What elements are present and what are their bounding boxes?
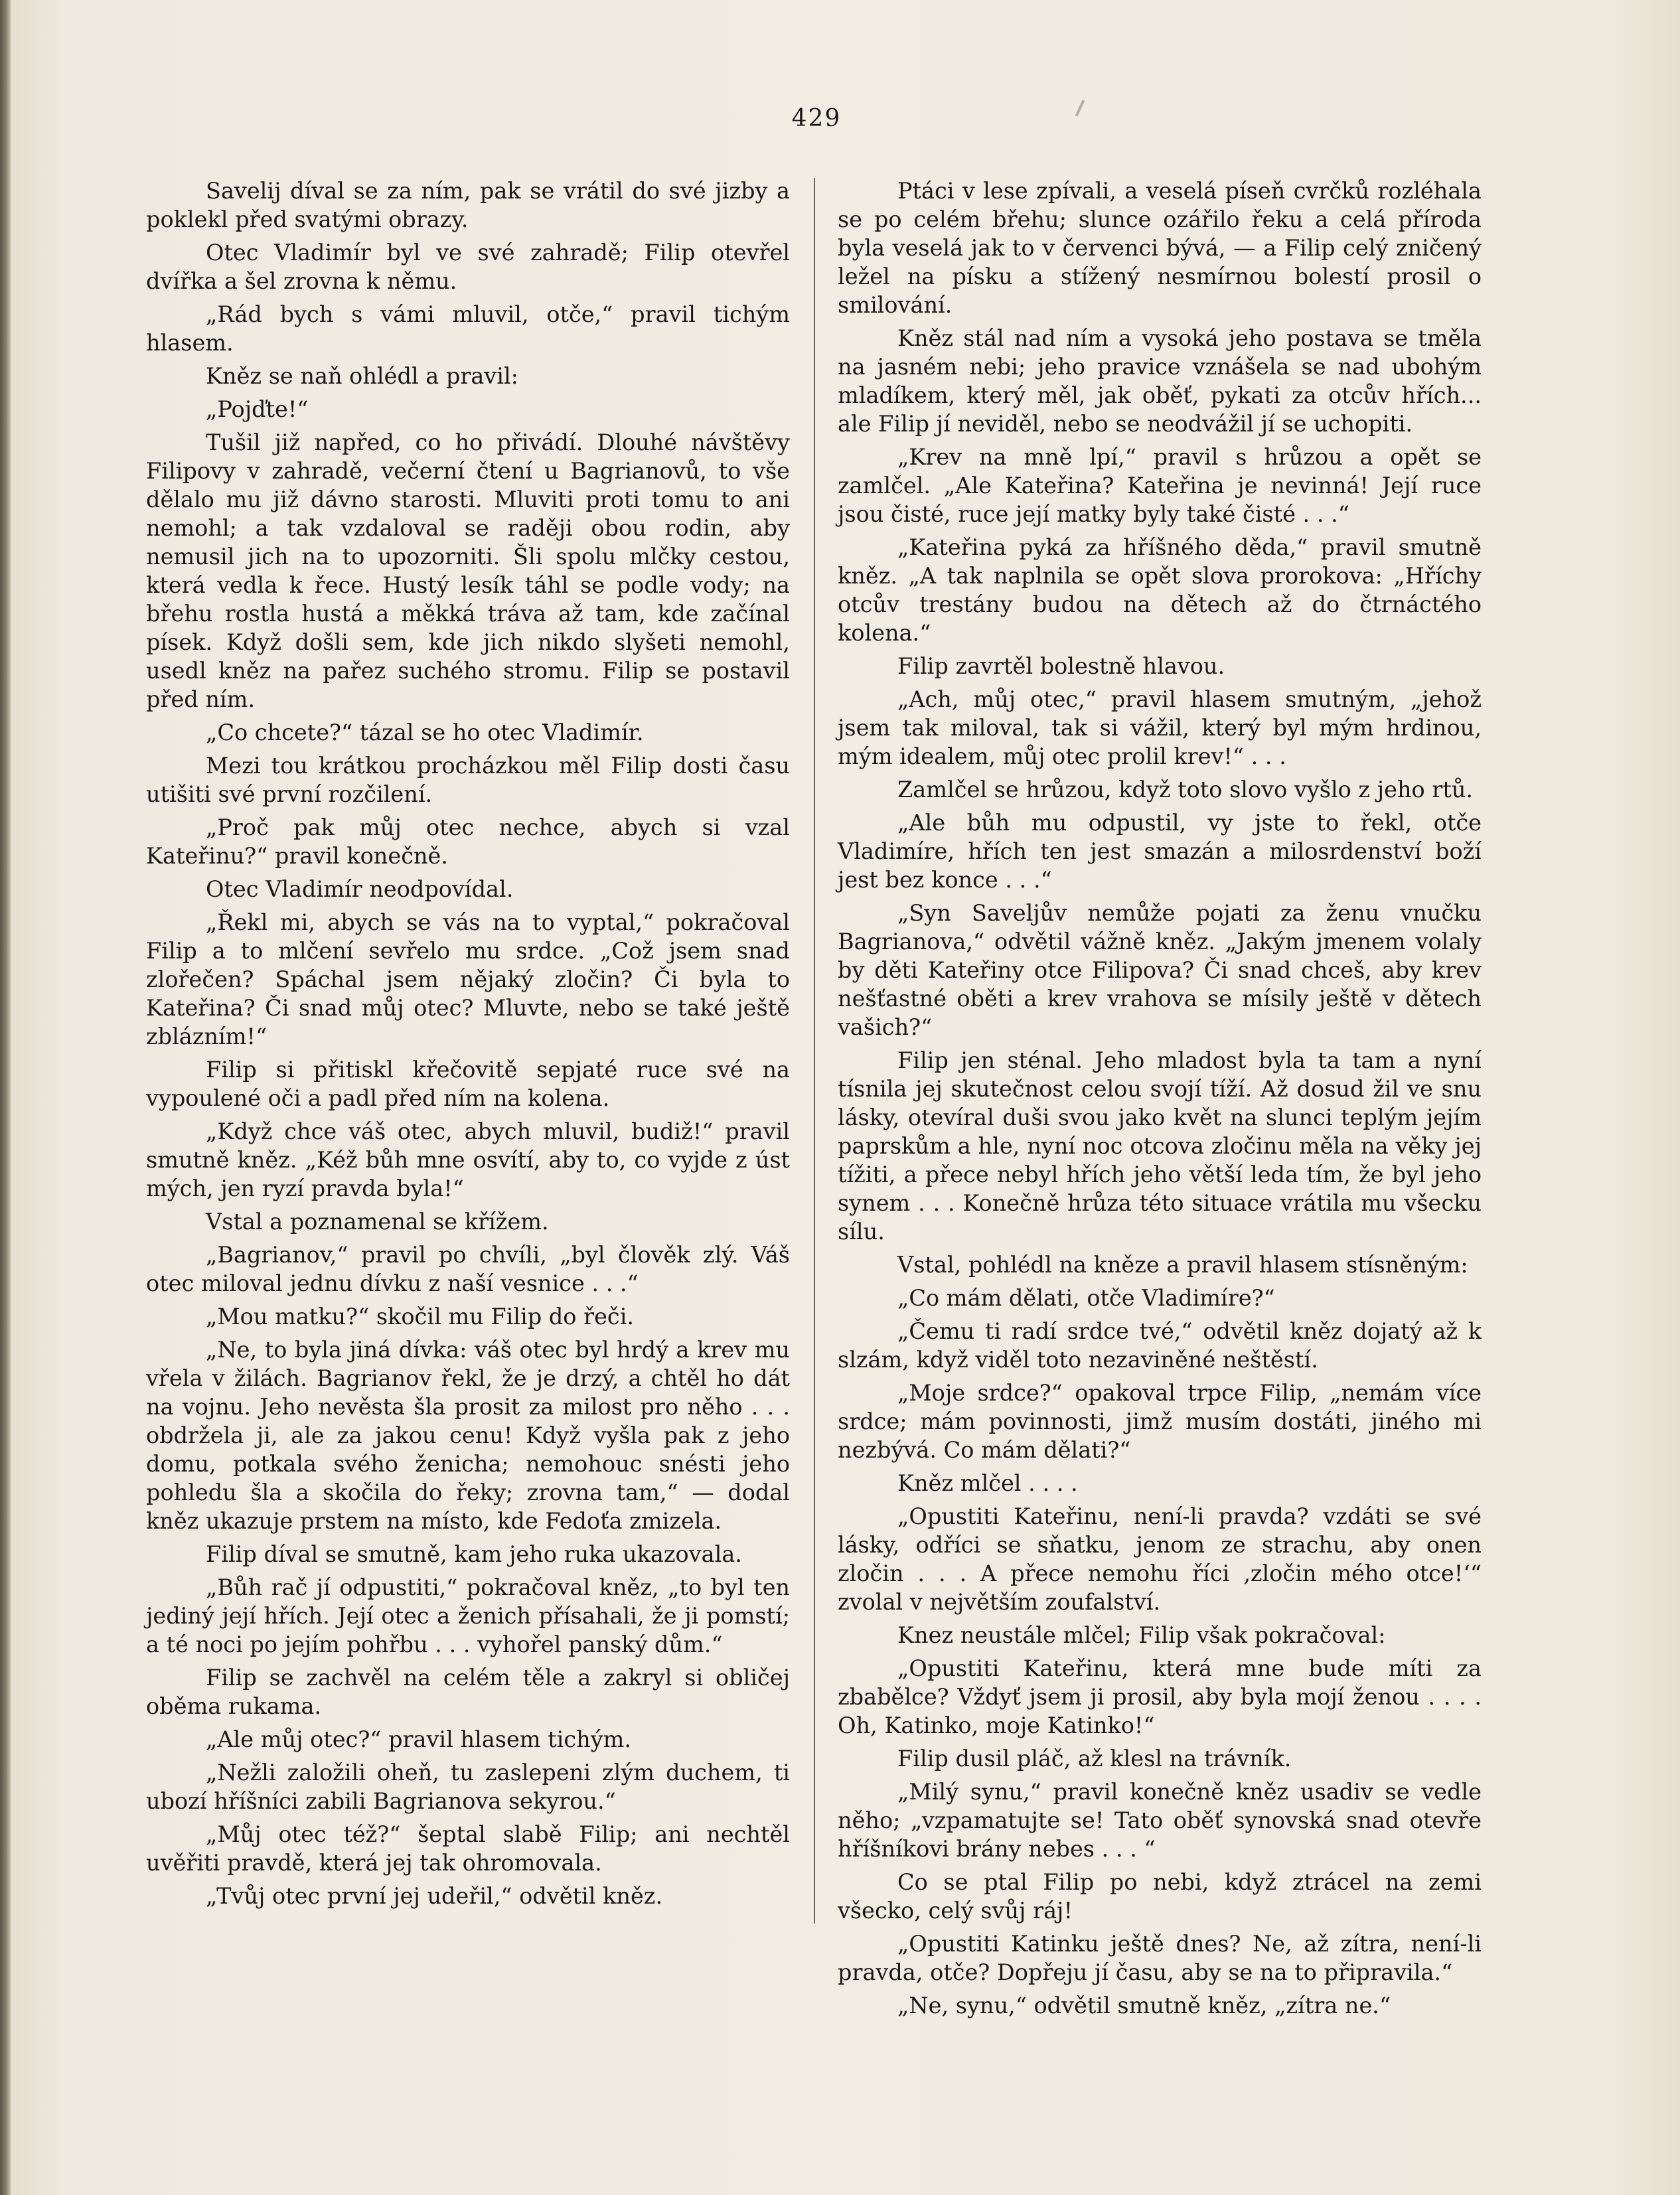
paragraph: „Pojďte!“ (206, 396, 309, 422)
paragraph: „Co chcete?“ tázal se ho otec Vladimír. (206, 719, 644, 745)
paragraph: Filip se zachvěl na celém těle a zakryl si obličej oběma rukama. (146, 1665, 790, 1719)
paragraph: „Tvůj otec první jej udeřil,“ odvětil kněz. (206, 1883, 663, 1909)
paragraph: „Ne, to byla jiná dívka: váš otec byl hrdý a krev mu vřela v žilách. Bagrianov řekl, že je drzý, a chtěl ho dát na vojnu. Jeho nevěsta šla prosit za milost pro něho . . . obdržela ji, ale za jakou cenu! Když vyšla pak z jeho domu, potkala svého ženicha; nemohouc snésti jeho pohledu šla a skočila do řeky; zrovna tam,“ — dodal kněz ukazuje prstem na místo, kde Fedoťa zmizela. (146, 1337, 790, 1534)
paragraph: „Ach, můj otec,“ pravil hlasem smutným, „jehož jsem tak miloval, tak si vážil, který byl mým hrdinou, mým idealem, můj otec prolil krev!“ . . . (838, 686, 1482, 769)
paragraph: „Opustiti Katinku ještě dnes? Ne, až zítra, není-li pravda, otče? Dopřeju jí času, aby se na to připravila.“ (838, 1931, 1482, 1985)
paragraph: Otec Vladimír byl ve své zahradě; Filip otevřel dvířka a šel zrovna k němu. (146, 240, 790, 294)
paragraph: „Milý synu,“ pravil konečně kněz usadiv se vedle něho; „vzpamatujte se! Tato oběť synovská snad otevře hříšníkovi brány nebes . . . “ (838, 1779, 1482, 1862)
paragraph: Filip si přitiskl křečovitě sepjaté ruce své na vypoulené oči a padl před ním na kolena. (146, 1057, 790, 1111)
paragraph: „Syn Saveljův nemůže pojati za ženu vnučku Bagrianova,“ odvětil vážně kněz. „Jakým jmenem volaly by děti Kateřiny otce Filipova? Či snad chceš, aby krev nešťastné oběti a krev vrahova se mísily ještě v dětech vašich?“ (838, 900, 1482, 1040)
left-column (146, 177, 790, 1915)
ink-mark (1075, 100, 1085, 116)
paragraph: „Ne, synu,“ odvětil smutně kněz, „zítra ne.“ (897, 1993, 1391, 2018)
paragraph: Knez neustále mlčel; Filip však pokračoval: (897, 1622, 1386, 1648)
paragraph: Zamlčel se hrůzou, když toto slovo vyšlo z jeho rtů. (897, 777, 1474, 802)
paragraph: „Můj otec též?“ šeptal slabě Filip; ani nechtěl uvěřiti pravdě, která jej tak ohromovala. (146, 1821, 790, 1876)
paragraph: „Proč pak můj otec nechce, abych si vzal Kateřinu?“ pravil konečně. (146, 814, 790, 869)
paragraph: „Moje srdce?“ opakoval trpce Filip, „nemám více srdce; mám povinnosti, jimž musím dostáti, jiného mi nezbývá. Co mám dělati?“ (838, 1380, 1482, 1463)
paragraph: Tušil již napřed, co ho přivádí. Dlouhé návštěvy Filipovy v zahradě, večerní čtení u Bagrianovů, to vše dělalo mu již dávno starosti. Mluviti proti tomu to ani nemohl; a tak vzdaloval se raději obou rodin, aby nemusil jich na to upozorniti. Šli spolu mlčky cestou, která vedla k řece. Hustý lesík táhl se podle vody; na břehu rostla hustá a měkká tráva až tam, kde začínal písek. Když došli sem, kde jich nikdo slyšeti nemohl, usedl kněz na pařez suchého stromu. Filip se postavil před ním. (146, 429, 790, 712)
paragraph: Mezi tou krátkou procházkou měl Filip dosti času utišiti své první rozčilení. (146, 753, 790, 807)
page-binding-edge (0, 0, 11, 2195)
paragraph: „Opustiti Kateřinu, není-li pravda? vzdáti se své lásky, odříci se sňatku, jenom ze strachu, aby onen zločin . . . A přece nemohu říci ‚zločin mého otce!‘“ zvolal v největším zoufalství. (838, 1503, 1482, 1615)
paragraph: „Krev na mně lpí,“ pravil s hrůzou a opět se zamlčel. „Ale Kateřina? Kateřina je nevinná! Její ruce jsou čisté, ruce její matky byly také čisté . . .“ (838, 444, 1482, 527)
paragraph: Otec Vladimír neodpovídal. (206, 876, 514, 902)
paragraph: Filip zavrtěl bolestně hlavou. (897, 653, 1225, 679)
paragraph: Co se ptal Filip po nebi, když ztrácel na zemi všecko, celý svůj ráj! (838, 1869, 1482, 1924)
right-column (838, 177, 1482, 2024)
paragraph: Vstal, pohlédl na kněze a pravil hlasem stísněným: (897, 1252, 1468, 1278)
paragraph: „Když chce váš otec, abych mluvil, budiž!“ pravil smutně kněz. „Kéž bůh mne osvítí, aby to, co vyjde z úst mých, jen ryzí pravda byla!“ (146, 1118, 790, 1201)
paragraph: „Co mám dělati, otče Vladimíre?“ (897, 1285, 1275, 1311)
paragraph: Ptáci v lese zpívali, a veselá píseň cvrčků rozléhala se po celém břehu; slunce ozářilo řeku a celá příroda byla veselá jak to v červenci bývá, — a Filip celý zničený ležel na písku a stížený nesmírnou bolestí prosil o smilování. (838, 178, 1482, 318)
paragraph: „Ale můj otec?“ pravil hlasem tichým. (206, 1726, 632, 1752)
paragraph: „Ale bůh mu odpustil, vy jste to řekl, otče Vladimíre, hřích ten jest smazán a milosrdenství boží jest bez konce . . .“ (838, 810, 1482, 893)
paragraph: „Nežli založili oheň, tu zaslepeni zlým duchem, ti ubozí hříšníci zabili Bagrianova sekyrou.“ (146, 1760, 790, 1814)
paragraph: „Čemu ti radí srdce tvé,“ odvětil kněz dojatý až k slzám, když viděl toto nezaviněné neštěstí. (838, 1318, 1482, 1373)
paragraph: Kněz se naň ohlédl a pravil: (206, 363, 518, 389)
paragraph: Filip díval se smutně, kam jeho ruka ukazovala. (206, 1541, 742, 1567)
page-number: 429 (791, 105, 842, 132)
column-divider (814, 178, 815, 1924)
paragraph: „Kateřina pyká za hříšného děda,“ pravil smutně kněz. „A tak naplnila se opět slova prorokova: „Hříchy otcův trestány budou na dětech až do čtrnáctého kolena.“ (838, 534, 1482, 646)
paragraph: „Opustiti Kateřinu, která mne bude míti za zbabělce? Vždyť jsem ji prosil, aby byla mojí ženou . . . . Oh, Katinko, moje Katinko!“ (838, 1655, 1482, 1738)
paragraph: „Bůh rač jí odpustiti,“ pokračoval kněz, „to byl ten jediný její hřích. Její otec a ženich přísahali, že ji pomstí; a té noci po jejím pohřbu . . . vyhořel panský dům.“ (146, 1574, 790, 1657)
paragraph: Filip jen sténal. Jeho mladost byla ta tam a nyní tísnila jej skutečnost celou svojí tíží. Až dosud žil ve snu lásky, otevíral duši svou jako květ na slunci teplým jejím paprskům a hle, nyní noc otcova zločinu měla na věky jej tížiti, a přece nebyl hřích jeho větší leda tím, že byl jeho synem . . . Konečně hrůza této situace vrátila mu všecku sílu. (838, 1047, 1482, 1245)
paragraph: Savelij díval se za ním, pak se vrátil do své jizby a poklekl před svatými obrazy. (146, 178, 790, 232)
paragraph: „Bagrianov,“ pravil po chvíli, „byl člověk zlý. Váš otec miloval jednu dívku z naší vesnice . . .“ (146, 1242, 790, 1296)
paragraph: „Rád bych s vámi mluvil, otče,“ pravil tichým hlasem. (146, 301, 790, 356)
paragraph: „Řekl mi, abych se vás na to vyptal,“ pokračoval Filip a to mlčení sevřelo mu srdce. „Což jsem snad zlořečen? Spáchal jsem nějaký zločin? Či byla to Kateřina? Či snad můj otec? Mluvte, nebo se také ještě zblázním!“ (146, 909, 790, 1049)
paragraph: Vstal a poznamenal se křížem. (206, 1209, 549, 1235)
paragraph: Filip dusil pláč, až klesl na trávník. (897, 1746, 1292, 1772)
paragraph: Kněz stál nad ním a vysoká jeho postava se tměla na jasném nebi; jeho pravice vznášela se nad ubohým mladíkem, který měl, jak oběť, pykati za otcův hřích... ale Filip jí neviděl, nebo se neodvážil jí se uchopiti. (838, 325, 1482, 437)
paragraph: Kněz mlčel . . . . (897, 1470, 1078, 1496)
paragraph: „Mou matku?“ skočil mu Filip do řeči. (206, 1304, 635, 1329)
